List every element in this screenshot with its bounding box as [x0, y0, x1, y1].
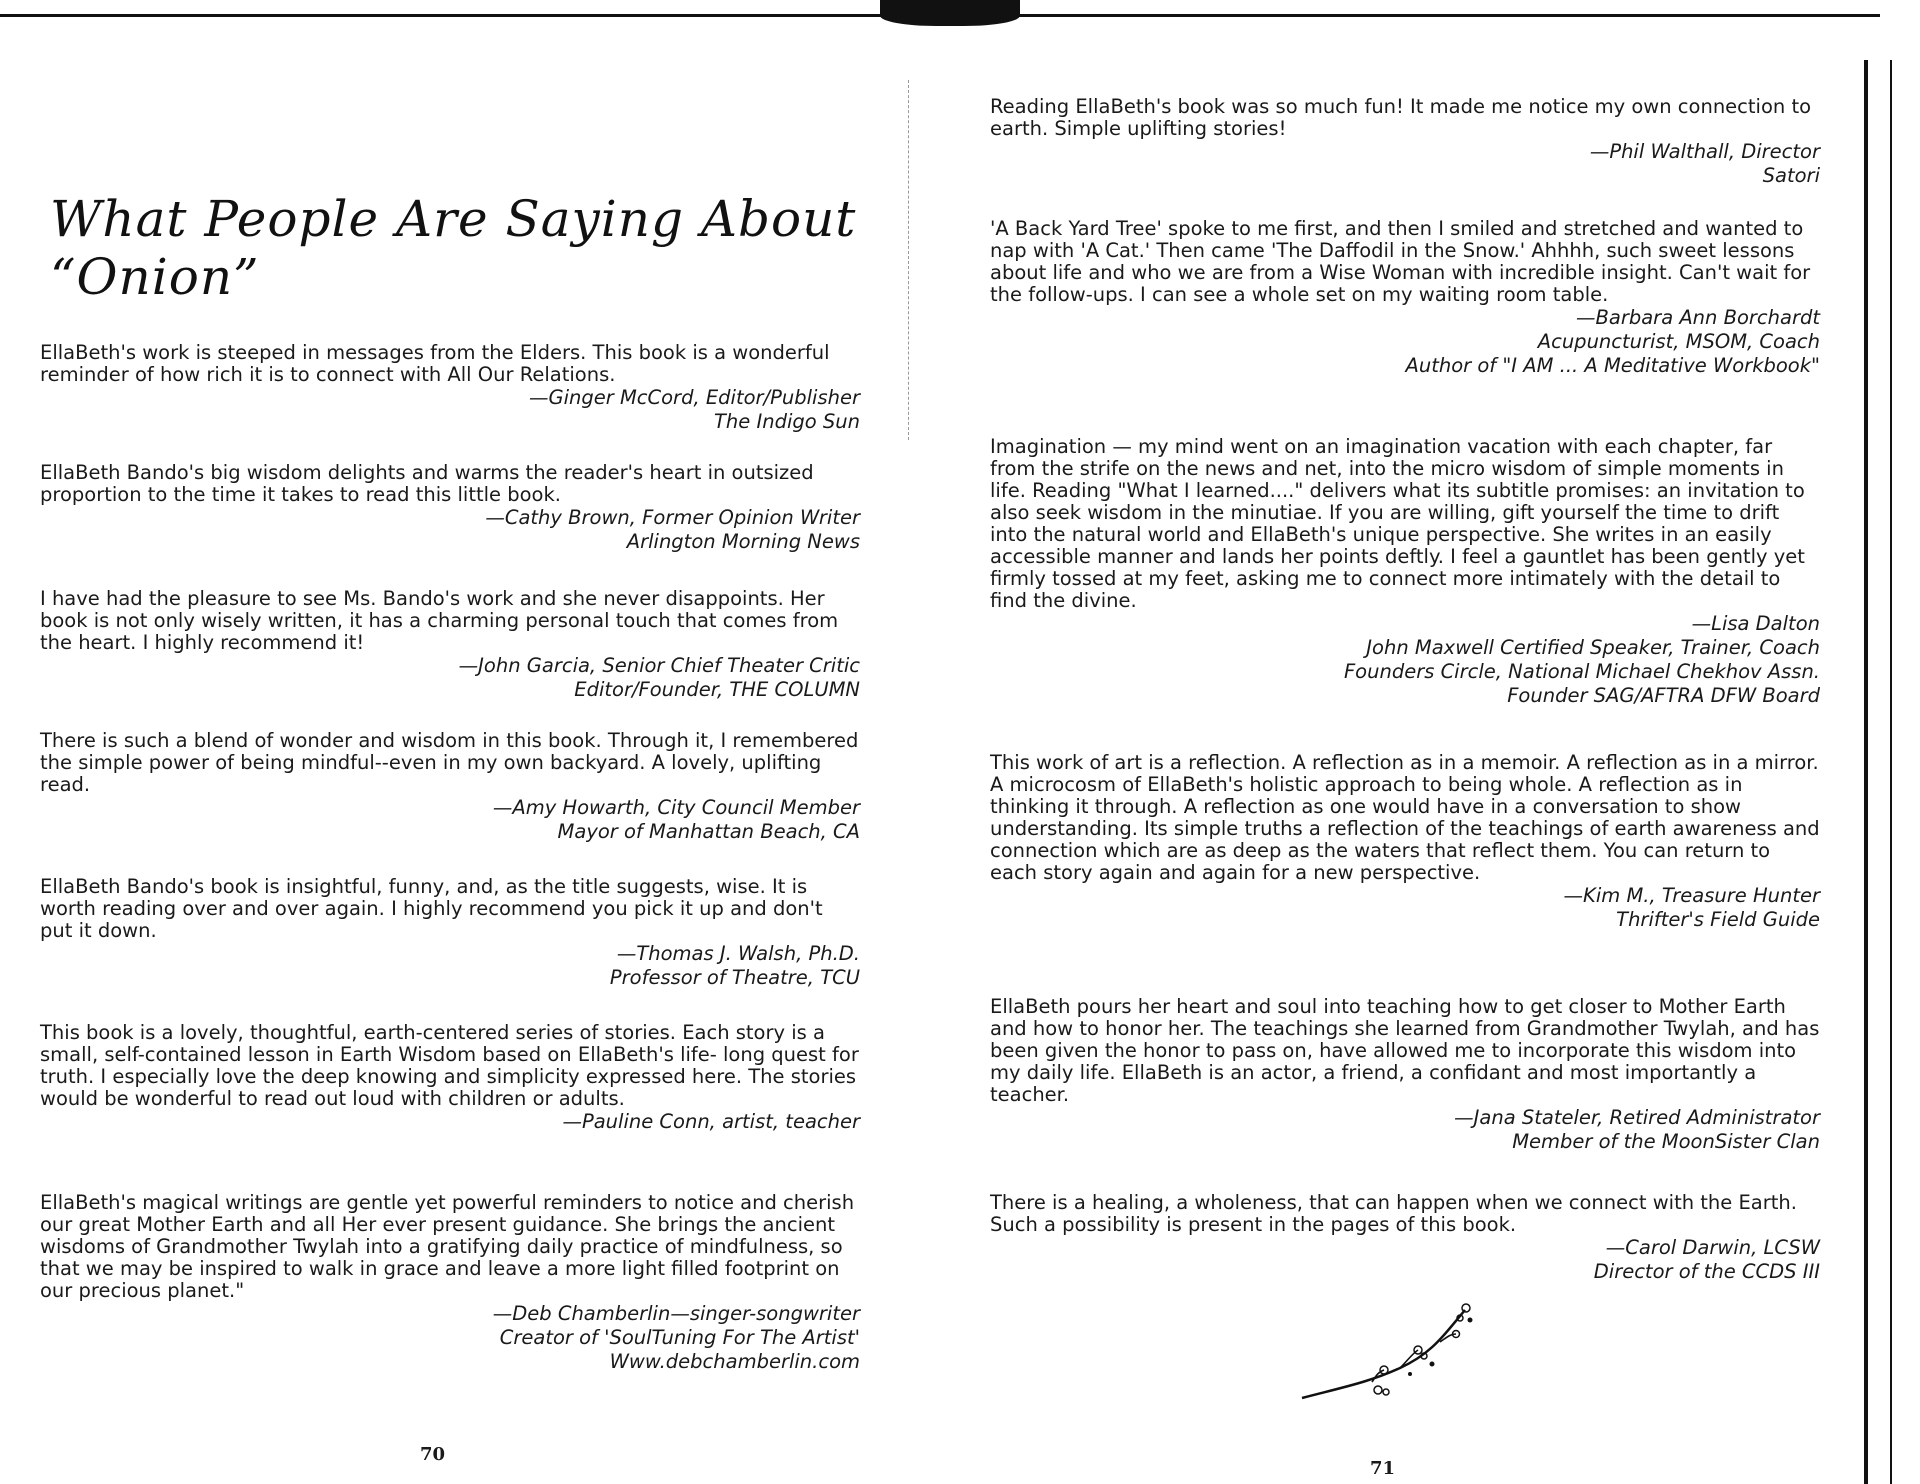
testimonial-quote: There is such a blend of wonder and wisdom in this book. Through it, I remembered the simple power of being mindful--even in my own backyard. A lovely, uplifting read.	[40, 729, 859, 796]
testimonial-author: —Phil Walthall, Director	[1589, 140, 1820, 163]
testimonial-author: —Thomas J. Walsh, Ph.D.	[616, 942, 860, 965]
testimonial-author: —Pauline Conn, artist, teacher	[562, 1110, 860, 1133]
testimonial-quote: 'A Back Yard Tree' spoke to me first, and then I smiled and stretched and wanted to nap with 'A Cat.' Then came 'The Daffodil in the Snow.' Ahhhh, such sweet lessons about life and who we are from a Wise Woman with incredible insight. Can't wait for the follow-ups. I can see a whole set on my waiting room table.	[990, 217, 1811, 306]
testimonial-quote: This work of art is a reflection. A reflection as in a memoir. A reflection as in a mirror. A microcosm of EllaBeth's holistic approach to being whole. A reflection as in thinking it through. A reflection as one would have in a conversation to show understanding. Its simple truths a reflection of the teachings of earth awareness and connection which are as deep as the waters that reflect them. You can return to each story again and again for a new perspective.	[990, 751, 1820, 884]
testimonial	[40, 730, 860, 844]
testimonial-credit: Author of "I AM ... A Meditative Workbook"	[1405, 354, 1820, 377]
testimonial	[990, 752, 1820, 932]
page-number: 70	[420, 1444, 446, 1465]
testimonial-author: —Barbara Ann Borchardt	[1576, 306, 1820, 329]
branch-illustration	[1300, 1290, 1480, 1410]
right-page-edge	[1864, 60, 1892, 1484]
testimonial-author: —John Garcia, Senior Chief Theater Critic	[458, 654, 860, 677]
page-title: What People Are Saying About “Onion”	[50, 190, 857, 306]
testimonial-affiliation: Thrifter's Field Guide	[1616, 908, 1820, 931]
testimonial-website: Www.debchamberlin.com	[609, 1350, 860, 1373]
testimonial-author: —Lisa Dalton	[1691, 612, 1820, 635]
testimonial-affiliation: Arlington Morning News	[626, 530, 860, 553]
testimonial-affiliation: Professor of Theatre, TCU	[609, 966, 860, 989]
testimonial-quote: EllaBeth Bando's book is insightful, funny, and, as the title suggests, wise. It is worth reading over and over again. I highly recommend you pick it up and don't put it down.	[40, 875, 823, 942]
page-number: 71	[1370, 1458, 1396, 1479]
testimonial-affiliation: Director of the CCDS III	[1593, 1260, 1820, 1283]
testimonial	[40, 1022, 860, 1134]
testimonial-author: —Deb Chamberlin—singer-songwriter	[492, 1302, 860, 1325]
testimonial	[40, 588, 860, 702]
testimonial-affiliation: John Maxwell Certified Speaker, Trainer, Coach	[1366, 636, 1820, 659]
testimonial-affiliation: Mayor of Manhattan Beach, CA	[557, 820, 860, 843]
testimonial-credit: Founders Circle, National Michael Chekhov Assn.	[1343, 660, 1820, 683]
testimonial	[990, 218, 1820, 378]
testimonial	[40, 462, 860, 554]
testimonial-affiliation: The Indigo Sun	[714, 410, 860, 433]
testimonial-affiliation: Member of the MoonSister Clan	[1512, 1130, 1820, 1153]
testimonial-author: —Amy Howarth, City Council Member	[492, 796, 860, 819]
testimonial	[990, 1192, 1820, 1284]
testimonial-affiliation: Editor/Founder, THE COLUMN	[574, 678, 860, 701]
testimonial-author: —Carol Darwin, LCSW	[1605, 1236, 1820, 1259]
testimonial-affiliation: Acupuncturist, MSOM, Coach	[1537, 330, 1820, 353]
testimonial	[40, 1192, 860, 1374]
testimonial-quote: This book is a lovely, thoughtful, earth-centered series of stories. Each story is a small, self-contained lesson in Earth Wisdom based on EllaBeth's life- long quest for truth. I especially love the deep knowing and simplicity expressed here. The stories would be wonderful to read out loud with children or adults.	[40, 1021, 859, 1110]
testimonial-quote: EllaBeth's work is steeped in messages from the Elders. This book is a wonderful reminder of how rich it is to connect with All Our Relations.	[40, 341, 830, 386]
testimonial-author: —Ginger McCord, Editor/Publisher	[528, 386, 860, 409]
top-edge-bar	[0, 0, 1880, 17]
testimonial	[40, 876, 860, 990]
testimonial	[990, 996, 1820, 1154]
testimonial-quote: Reading EllaBeth's book was so much fun! It made me notice my own connection to earth. Simple uplifting stories!	[990, 95, 1812, 140]
testimonial-quote: Imagination — my mind went on an imagination vacation with each chapter, far from the strife on the news and net, into the micro wisdom of simple moments in life. Reading "What I learned...." delivers what its subtitle promises: an invitation to also seek wisdom in the minutiae. If you are willing, gift yourself the time to drift into the natural world and EllaBeth's unique perspective. She writes in an easily accessible manner and lands her points deftly. I feel a gauntlet has been gently yet firmly tossed at my feet, asking me to connect more intimately with the detail to find the divine.	[990, 435, 1805, 612]
testimonial	[40, 342, 860, 434]
testimonial-affiliation: Satori	[1762, 164, 1820, 187]
top-edge-mark	[880, 0, 1020, 26]
testimonial-affiliation: Creator of 'SoulTuning For The Artist'	[499, 1326, 860, 1349]
testimonial-credit: Founder SAG/AFTRA DFW Board	[1507, 684, 1820, 707]
testimonial-quote: I have had the pleasure to see Ms. Bando's work and she never disappoints. Her book is not only wisely written, it has a charming personal touch that comes from the heart. I highly recommend it!	[40, 587, 839, 654]
testimonial	[990, 96, 1820, 188]
gutter-line	[908, 80, 909, 440]
testimonial-author: —Cathy Brown, Former Opinion Writer	[485, 506, 860, 529]
testimonial-quote: EllaBeth's magical writings are gentle yet powerful reminders to notice and cherish our great Mother Earth and all Her ever present guidance. She brings the ancient wisdoms of Grandmother Twylah into a gratifying daily practice of mindfulness, so that we may be inspired to walk in grace and leave a more light filled footprint on our precious planet."	[40, 1191, 855, 1302]
testimonial-quote: EllaBeth pours her heart and soul into teaching how to get closer to Mother Earth and how to honor her. The teachings she learned from Grandmother Twylah, and has been given the honor to pass on, have allowed me to incorporate this wisdom into my daily life. EllaBeth is an actor, a friend, a confidant and most importantly a teacher.	[990, 995, 1820, 1106]
testimonial-author: —Jana Stateler, Retired Administrator	[1454, 1106, 1820, 1129]
testimonial-quote: EllaBeth Bando's big wisdom delights and warms the reader's heart in outsized proportion to the time it takes to read this little book.	[40, 461, 814, 506]
testimonial-author: —Kim M., Treasure Hunter	[1563, 884, 1820, 907]
testimonial-quote: There is a healing, a wholeness, that can happen when we connect with the Earth. Such a possibility is present in the pages of this book.	[990, 1191, 1797, 1236]
testimonial	[990, 436, 1820, 708]
